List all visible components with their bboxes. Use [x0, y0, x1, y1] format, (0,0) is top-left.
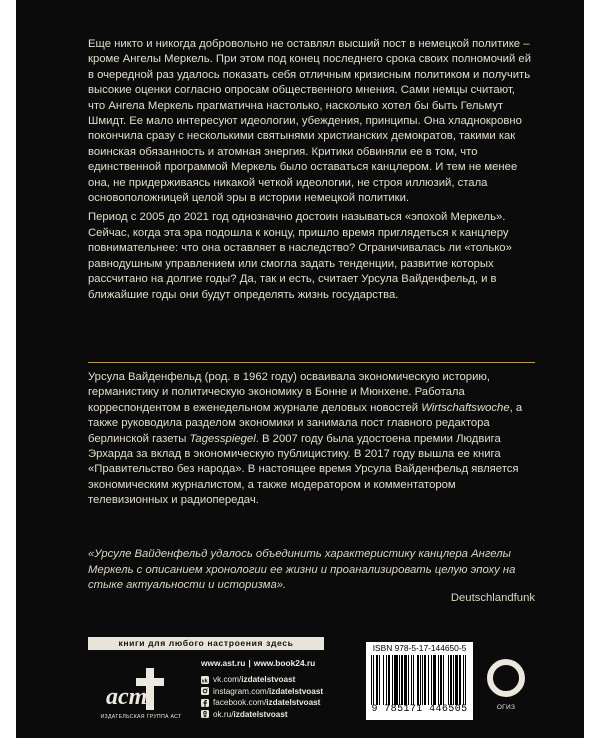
ast-logo-graphic — [100, 660, 184, 722]
ast-logo-text: аст — [106, 684, 148, 710]
barcode-bar — [388, 655, 390, 705]
barcode-bar — [428, 655, 429, 705]
website-book24[interactable]: www.book24.ru — [253, 658, 316, 668]
social-handle: izdatelstvoast — [233, 709, 288, 719]
social-prefix: facebook.com/ — [213, 698, 267, 708]
barcode-bar — [394, 655, 398, 705]
author-bio — [88, 370, 535, 509]
review-quote: «Урсуле Вайденфельд удалось объединить характеристику канцлера Ангелы Меркель с описанием хронологии ее жизни и проанализировать целую эпоху на стыке актуальности и историзма». — [88, 548, 516, 592]
publisher-slogan: книги для любого настроения здесь — [88, 637, 324, 650]
barcode-bar — [450, 655, 452, 705]
review-source: Deutschlandfunk — [450, 592, 535, 604]
barcode-bar — [376, 655, 378, 705]
barcode-bar — [408, 655, 409, 705]
barcode-bar — [417, 655, 419, 705]
barcode-bar — [438, 655, 439, 705]
social-link-instagram[interactable] — [201, 686, 323, 698]
barcode-bar — [413, 655, 414, 705]
author-bio-text — [88, 370, 535, 509]
barcode-bar — [373, 655, 374, 705]
ast-logo-icon — [100, 660, 184, 722]
newspaper-name: Tagesspiegel — [189, 432, 256, 445]
barcode-bar — [443, 655, 444, 705]
svg-text:vk: vk — [201, 678, 208, 684]
social-prefix: vk.com/ — [213, 675, 242, 685]
barcode-bar — [463, 655, 464, 705]
instagram-icon — [201, 687, 209, 695]
annotation-paragraph-1: Еще никто и никогда добровольно не оставлял высший пост в немецкой политике – кроме Ангелы Меркель. При этом под конец последнего срока своих полномочий ей в очередной раз удалось показать себя отличным кризисным политиком и получить высокие оценки согласно опросам общественного мнения. Сами немцы считают, что Ангела Меркель прагматична настолько, насколько хотел бы быть Гельмут Шмидт. Ее мало интересуют идеологии, убеждения, принципы. Она хладнокровно покончила сразу с несколькими святынями христианских демократов, такими как воинская обязанность и атомная энергия. Критики обвиняли ее в том, что единственной программой Меркель было оставаться канцлером. И тем не менее она, не придерживаясь никакой четкой идеологии, не строя иллюзий, стала основоположницей целой эры в истории немецкой политики. — [88, 38, 532, 205]
annotation-paragraph-2: Период с 2005 до 2021 год однозначно достоин называться «эпохой Меркель». Сейчас, когда эта эра подошла к концу, пришло время приглядеться к канцлеру повнимательнее: что она оставляет в наследство? Ограничивалась ли «только» равнодушным управлением или смогла задать тенденции, развитие которых рассчитано на долгие годы? Да, так и есть, считает Урсула Вайденфельд, и в ближайшие годы они будут определять жизнь государства. — [88, 211, 512, 301]
barcode-bar — [392, 655, 393, 705]
barcode-bar — [440, 655, 442, 705]
barcode-bar — [383, 655, 384, 705]
gold-divider — [88, 362, 535, 363]
social-links — [201, 674, 323, 720]
barcode-bar — [433, 655, 436, 705]
social-prefix: ok.ru/ — [213, 709, 234, 719]
barcode-bar — [448, 655, 449, 705]
social-handle: izdatelstvoast — [241, 675, 296, 685]
barcode-icon — [370, 655, 469, 705]
barcode-bar — [453, 655, 454, 705]
barcode-bar — [386, 655, 387, 705]
website-ast[interactable]: www.ast.ru — [201, 658, 246, 668]
barcode-bar — [371, 655, 372, 705]
book-back-cover — [16, 0, 584, 738]
bio-part-2: , а также руководила разделом экономики и занимала пост главного редактора берлинской газеты — [88, 401, 523, 445]
bio-part-1: Урсула Вайденфельд (род. в 1962 году) осваивала экономическую историю, германистику и политическую экономику в Бонне и Мюнхене. Работала корреспондентом в еженедельном журнале деловых новостей — [88, 371, 490, 414]
barcode-bar — [379, 655, 380, 705]
social-link-vk[interactable] — [201, 674, 323, 686]
barcode-bar — [455, 655, 458, 705]
barcode-bar — [424, 655, 426, 705]
social-link-facebook[interactable] — [201, 697, 323, 709]
annotation — [88, 37, 535, 303]
barcode-bar — [404, 655, 407, 705]
ogiz-emblem — [484, 656, 528, 704]
imprint-name: ОГИЗ — [496, 704, 516, 711]
barcode-bar — [411, 655, 412, 705]
social-handle: izdatelstvoast — [266, 698, 321, 708]
barcode-bar — [465, 655, 466, 705]
facebook-icon — [201, 699, 209, 707]
social-prefix: instagram.com/ — [213, 686, 269, 696]
publisher-group-name: ИЗДАТЕЛЬСКАЯ ГРУППА АСТ — [100, 714, 182, 720]
publisher-websites — [201, 658, 315, 668]
ogiz-logo-icon — [484, 656, 528, 718]
ean-number: 9 785171 446505 — [371, 704, 468, 715]
magazine-name: Wirtschaftswoche — [421, 401, 510, 414]
isbn-barcode-box — [366, 642, 473, 720]
website-separator: | — [248, 658, 251, 668]
barcode-bar — [420, 655, 421, 705]
isbn-label: ISBN 978-5-17-144650-5 — [372, 643, 467, 653]
barcode-bar — [399, 655, 400, 705]
social-link-ok[interactable] — [201, 709, 323, 721]
ok-icon — [201, 710, 209, 718]
vk-icon — [201, 676, 209, 684]
social-handle: izdatelstvoast — [268, 686, 324, 696]
bio-part-3: . В 2007 году была удостоена премии Людвига Эрхарда за вклад в экономическую публицистику. В 2017 году вышла ее книга «Правительство без народа». В настоящее время Урсула Вайденфельд является экономическим журналистом, а также модератором и комментатором телевизионных и радиопередач. — [88, 432, 519, 507]
barcode-bar — [401, 655, 403, 705]
barcode-bar — [431, 655, 432, 705]
barcode-bar — [459, 655, 461, 705]
barcode-bar — [422, 655, 423, 705]
